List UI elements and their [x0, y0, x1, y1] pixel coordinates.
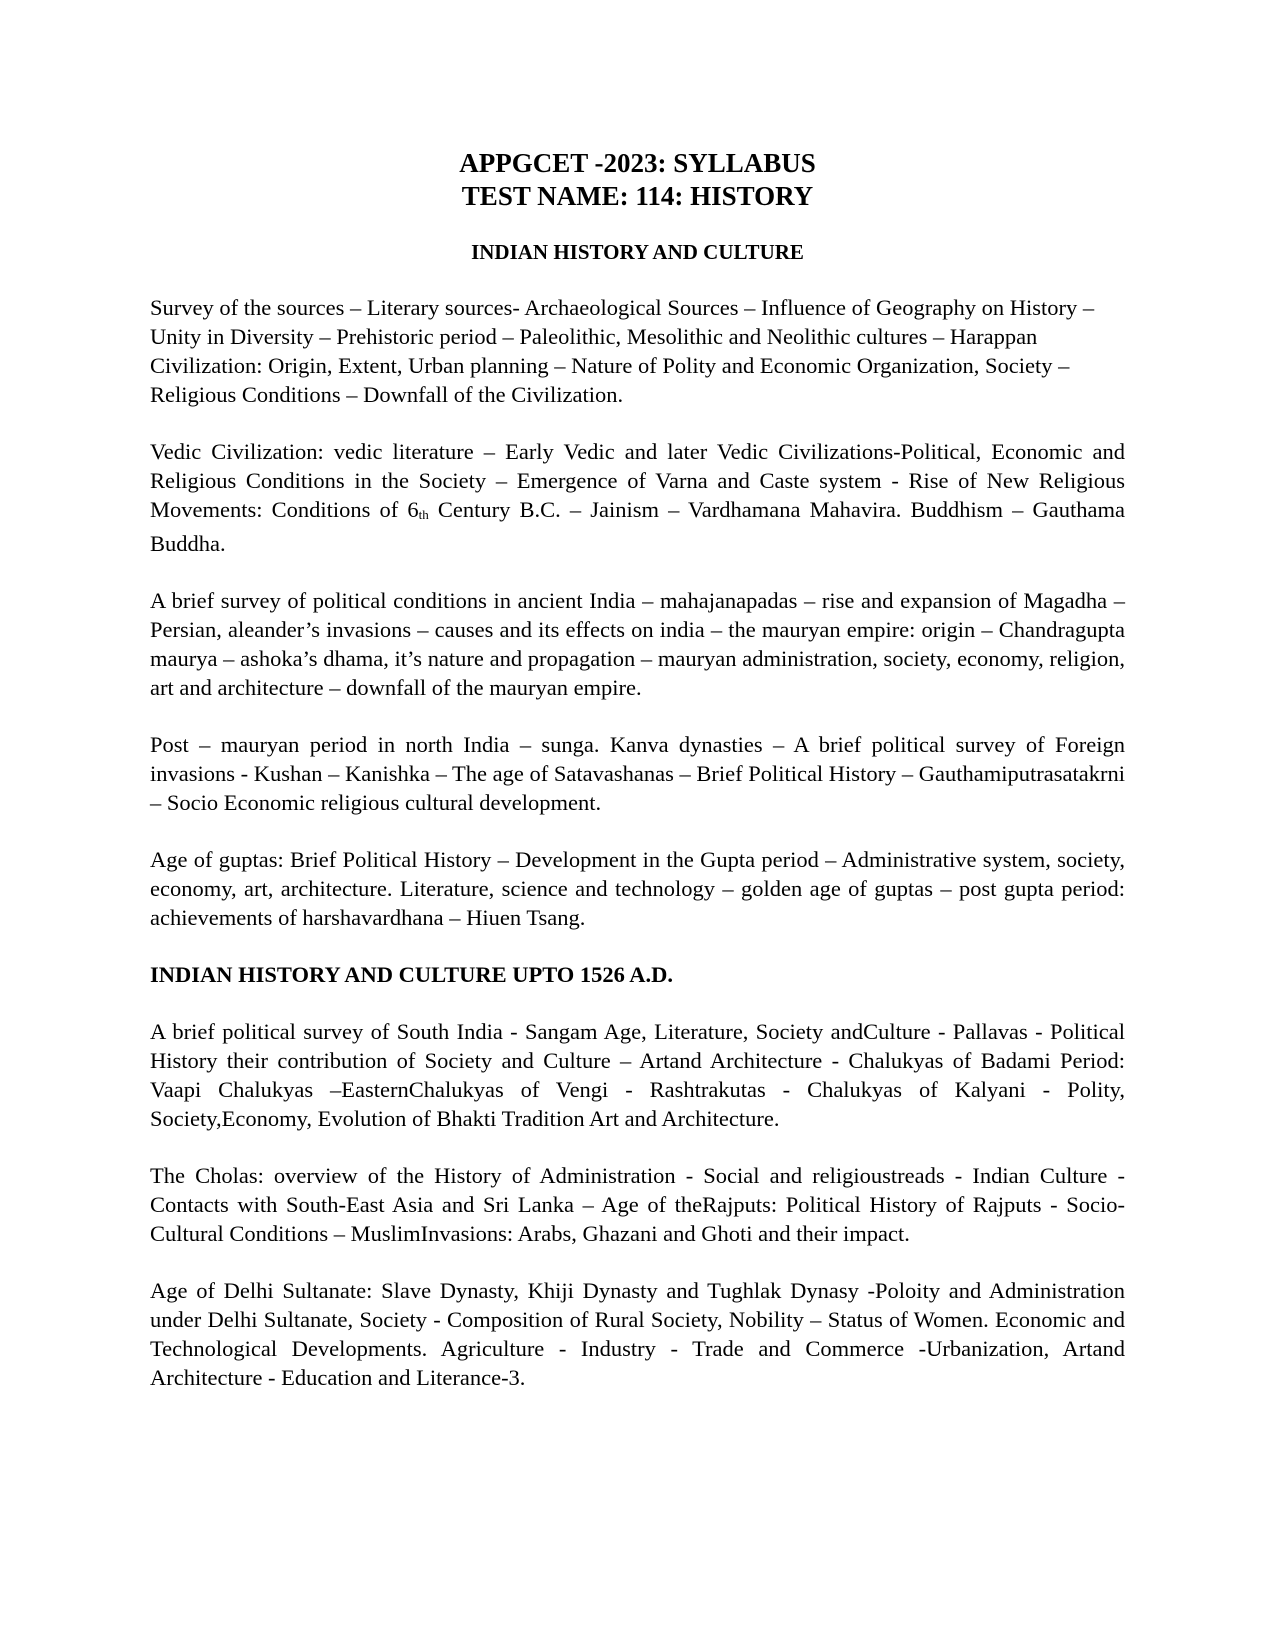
paragraph-vedic-text-2: Century B.C. – Jainism – Vardhamana Mahavira. Buddhism – Gauthama Buddha. — [150, 497, 1126, 556]
paragraph-vedic-text-1: Vedic Civilization: vedic literature – Early Vedic and later Vedic Civilizations-Political, Economic and Religious Conditions in the Society – Emergence of Varna and Caste system - Rise of New Religious Movements: Conditions of 6 — [150, 439, 1125, 522]
document-title — [150, 147, 1125, 213]
paragraph-post-mauryan: Post – mauryan period in north India – sunga. Kanva dynasties – A brief political survey of Foreign invasions - Kushan – Kanishka – The age of Satavashanas – Brief Political History – Gauthamiputrasatakrni – Socio Economic religious cultural development. — [150, 732, 1125, 815]
paragraph-mauryan-empire: A brief survey of political conditions in ancient India – mahajanapadas – rise and expansion of Magadha – Persian, aleander’s invasions – causes and its effects on india – the mauryan empire: origin – Chandragupta maurya – ashoka’s dhama, it’s nature and propagation – mauryan administration, society, economy, religion, art and architecture – downfall of the mauryan empire. — [150, 588, 1125, 700]
ordinal-suffix: th — [418, 507, 429, 522]
section-heading-indian-history-and-culture: INDIAN HISTORY AND CULTURE — [471, 240, 804, 264]
paragraph-cholas-rajputs: The Cholas: overview of the History of Administration - Social and religioustreads - Indian Culture - Contacts with South-East Asia and Sri Lanka – Age of theRajputs: Political History of Rajputs - Socio-Cultural Conditions – MuslimInvasions: Arabs, Ghazani and Ghoti and their impact. — [150, 1163, 1125, 1246]
paragraph-sources-harappan: Survey of the sources – Literary sources- Archaeological Sources – Influence of Geography on History – Unity in Diversity – Prehistoric period – Paleolithic, Mesolithic and Neolithic cultures – Harappan Civilization: Origin, Extent, Urban planning – Nature of Polity and Economic Organization, Society – Religious Conditions – Downfall of the Civilization. — [150, 295, 1095, 407]
paragraph-delhi-sultanate: Age of Delhi Sultanate: Slave Dynasty, Khiji Dynasty and Tughlak Dynasy -Poloity and Administration under Delhi Sultanate, Society - Composition of Rural Society, Nobility – Status of Women. Economic and Technological Developments. Agriculture - Industry - Trade and Commerce -Urbanization, Artand Architecture - Education and Literance-3. — [150, 1278, 1125, 1390]
paragraph-south-india: A brief political survey of South India - Sangam Age, Literature, Society andCulture - Pallavas - Political History their contribution of Society and Culture – Artand Architecture - Chalukyas of Badami Period: Vaapi Chalukyas –EasternChalukyas of Vengi - Rashtrakutas - Chalukyas of Kalyani - Polity, Society,Economy, Evolution of Bhakti Tradition Art and Architecture. — [150, 1019, 1125, 1131]
title-line-1: APPGCET -2023: SYLLABUS — [459, 148, 816, 178]
paragraph-age-of-guptas: Age of guptas: Brief Political History – Development in the Gupta period – Administrative system, society, economy, art, architecture. Literature, science and technology – golden age of guptas – post gupta period: achievements of harshavardhana – Hiuen Tsang. — [150, 847, 1125, 930]
syllabus-page — [150, 147, 1125, 1392]
paragraph-vedic-civilization — [150, 437, 1125, 558]
section-heading-upto-1526: INDIAN HISTORY AND CULTURE UPTO 1526 A.D. — [150, 962, 674, 987]
title-line-2: TEST NAME: 114: HISTORY — [461, 181, 814, 211]
